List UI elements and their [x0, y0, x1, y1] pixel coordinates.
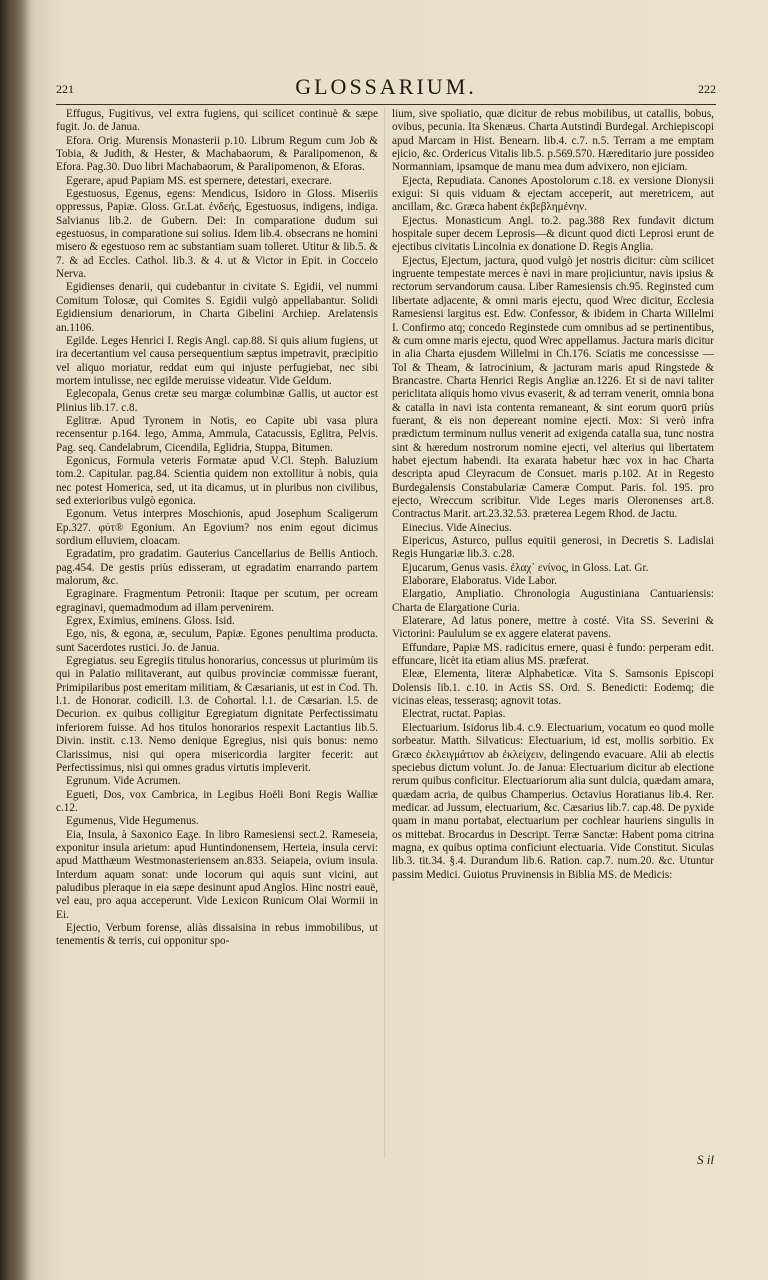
glossary-entry: Ejectus, Ejectum, jactura, quod vulgò jet nostris dicitur: cùm scilicet ingruente tempestate merces è navi in mare projiciuntur, navis ipsius & rectorum servandorum causa. Liber Ramesiensis ch.95. Reginsted cum libertate adjacente, & omni maris ejectu, quod Wrec dicitur, Ecclesia Ramesiensi largitus est. Edw. Confessor, & ibidem in Charta Willelmi I. Confirmo atq; concedo Reginstede cum omnibus ad se pertinentibus, & cum omne maris ejectu, quod Wrec appellamus. Jactura maris dicitur in alia Charta ejusdem Willelmi in Ch.176. Sciatis me concessisse — Tol & Theam, & latrocinium, & jacturam maris apud Ringstede & Brancastre. Charta Henrici Regis Angliæ an.1226. Et si de navi taliter periclitata aliquis homo vivus evaserit, & ad terram venerit, omnia bona & catalla in navi ista contenta remaneant, & sint eorum quorū priùs fuerant, & eis non depereant nomine ejecti. Mox: Si verò infra prædictum terminum nullus venerit ad exigenda catalla sua, tunc nostra sint & hæredum nostrorum nomine ejecti, vel alterius qui libertatem habet ejectum habendi. Ita exarata habetur hæc vox in hac Charta descripta apud Cleyracum de Consuet. maris p.102. At in Regesto Burdegalensis Constabulariæ Cameræ Comput. Paris. fol. 195. pro ejecto, Wreccum scribitur. Vide Leges maris Oleronenses art.8. Contractus Marit. art.23.32.53. præterea Legem Rhod. de Jactu.: [392, 254, 714, 521]
glossary-entry: Ejucarum, Genus vasis. ἐλαχ᾽ ενίνος, in Gloss. Lat. Gr.: [402, 561, 649, 574]
glossary-entry: Eia, Insula, à Saxonico Eaᵹe. In libro Ramesiensi sect.2. Rameseia, exponitur insula arietum: apud Huntindonensem, Herteia, insula cervi: apud Matthæum Westmonasteriensem an.833. Seiapeia, ovium insula. Interdum aquam sonat: unde locorum qui aquis sunt vicini, aut paludibus pleraque in eia sæpe desinunt apud Anglos. Hinc nostri eauë, vel eau, pro aqua acceperunt. Vide Lexicon Runicum Olai Wormii in Ei.: [56, 828, 378, 921]
glossary-entry: Effundare, Papiæ MS. radicitus ernere, quasi è fundo: perperam edit. effuncare, licèt ita etiam alius MS. præferat.: [392, 641, 714, 668]
glossary-entry: Ejecta, Repudiata. Canones Apostolorum c.18. ex versione Dionysii exigui: Si quis viduam & ejectam acceperit, aut meretricem, aut ancillam, &c. Græca habent ἐκβεβλημένην.: [392, 174, 714, 214]
glossary-entry: Egrex, Eximius, eminens. Gloss. Isid.: [66, 615, 235, 628]
right-page-number: 222: [698, 82, 716, 96]
glossary-entry: Eglecopala, Genus cretæ seu margæ columbinæ Gallis, ut auctor est Plinius lib.17. c.8.: [56, 388, 378, 414]
page-title: GLOSSARIUM.: [295, 74, 477, 99]
glossary-entry: Effugus, Fugitivus, vel extra fugiens, qui scilicet continuè & sæpe fugit. Jo. de Janua.: [56, 108, 378, 134]
glossary-entry: Egilde. Leges Henrici I. Regis Angl. cap.88. Si quis alium fugiens, ut ira decertantium vel causa persequentium sæptus impetravit, præcipitio vel aliquo moriatur, reddat eum qui injuste perfugiebat, nec sibi mortem intulisse, nec egilde meruisse videatur. Vide Geldum.: [56, 334, 378, 387]
left-column: [56, 108, 378, 949]
book-gutter: [0, 0, 30, 1280]
glossary-entry: Egonum. Vetus interpres Moschionis, apud Josephum Scaligerum Ep.327. φύτ® Egonium. An Egovium? nos enim egout dicimus sordium elluviem, cloacam.: [56, 508, 378, 547]
glossary-entry: Egueti, Dos, vox Cambrica, in Legibus Hoëli Boni Regis Walliæ c.12.: [56, 788, 378, 814]
header-rule: [56, 104, 716, 105]
glossary-entry: Egraginare. Fragmentum Petronii: Itaque per scutum, per ocream egraginavi, quemadmodum ad illam pervenirem.: [56, 588, 378, 614]
column-separator: [384, 108, 385, 1158]
glossary-entry: Ejectio, Verbum forense, aliàs dissaisina in rebus immobilibus, ut tenementis & terris, cui opponitur spo-: [56, 921, 378, 948]
glossary-entry: Elaterare, Ad latus ponere, mettre à costé. Vita SS. Severini & Victorini: Paululum se ex aggere elaterat pavens.: [392, 615, 714, 641]
glossary-entry: Eglitræ. Apud Tyronem in Notis, eo Capite ubi vasa plura recensentur p.164. lego, Amma, Ammula, Catacussis, Eglitra, Pelvis. Pag. seq. Candelabrum, Cicendila, Eglidria, Stuppa, Bitumen.: [56, 414, 378, 454]
glossary-entry: Egradatim, pro gradatim. Gauterius Cancellarius de Bellis Antioch. pag.454. De gestis priùs edisseram, ut egradatim enarrando partem malorum, &c.: [56, 548, 378, 588]
glossary-entry: Egestuosus, Egenus, egens: Mendicus, Isidoro in Gloss. Miseriis oppressus, Papiæ. Gloss. Gr.Lat. ἐνδεής, Egestuosus, indigens, indiga. Salvianus lib.2. de Gubern. Dei: In comparatione dudum sui egestuosus, in comparatione sui solius. Idem lib.4. obsecrans ne homini misero & egestuoso rem ac substantiam suam tolleret. Utitur & lib.5. & 7. & ad Eccles. Cathol. lib.3. & 4. ut & Victor in Epit. in Cocceio Nerva.: [56, 188, 378, 281]
glossary-entry: Efora. Orig. Murensis Monasterii p.10. Librum Regum cum Job & Tobia, & Judith, & Hester, & Machabaorum, & Paralipomenon, & Efora. Pag.30. Duo libri Machabaorum, & Paralipomenon, & Eforas.: [56, 134, 378, 174]
glossary-entry: Eipericus, Asturco, pullus equitii generosi, in Decretis S. Ladislai Regis Hungariæ lib.3. c.28.: [392, 535, 714, 561]
left-page-number: 221: [56, 82, 74, 96]
glossary-entry: Egerare, apud Papiam MS. est spernere, detestari, execrare.: [66, 174, 332, 187]
glossary-entry: Elargatio, Ampliatio. Chronologia Augustiniana Cantuariensis: Charta de Elargatione Curia.: [392, 588, 714, 614]
catchword: S il: [697, 1152, 714, 1167]
glossary-entry: Elaborare, Elaboratus. Vide Labor.: [402, 575, 558, 588]
glossary-entry: Egumenus, Vide Hegumenus.: [66, 815, 199, 828]
glossary-entry: Egonicus, Formula veteris Formatæ apud V.Cl. Steph. Baluzium tom.2. Capitular. pag.84. Scientia quidem non extollitur à nobis, quia nec potest Homerica, sed, ut ita dicamus, ut in pluribus non civilibus, sed exterioribus vulgò egonica.: [56, 454, 378, 507]
glossary-entry: Electrat, ructat. Papias.: [402, 708, 506, 721]
glossary-entry: Ego, nis, & egona, æ, seculum, Papiæ. Egones penultima producta. sunt Sacerdotes rustici. Jo. de Janua.: [56, 628, 378, 654]
running-header: [56, 74, 716, 104]
glossary-entry: Egregiatus. seu Egregiis titulus honorarius, concessus ut plurimùm iis qui in Palatio militaverant, aut quibus provinciæ commissæ fuerant, Primipilaribus post emeritam militiam, & Cæsarianis, ut est in Cod. Th. l.1. de Honorar. codicill. l.3. de Cohortal. l.1. de Cæsarian. l.5. de Decurion. ex quibus colligitur Egregiatum dignitate Perfectissimatu inferiorem fuisse. Ad hos titulos honorarios respexit Lactantius lib.5. Divin. instit. c.13. Nemo denique Egregius, nisi quis bonus: nemo Clarissimus, nisi qui opera misericordia largiter fecerit: aut Perfectissimus, nisi qui omnes gradus virtutis impleverit.: [56, 655, 378, 774]
glossary-entry: Einecius. Vide Ainecius.: [402, 521, 512, 534]
glossary-entry: Egrunum. Vide Acrumen.: [66, 775, 181, 788]
glossary-entry: lium, sive spoliatio, quæ dicitur de rebus mobilibus, ut catallis, bobus, ovibus, pecunia. Ita Skenæus. Charta Autstindi Burdegal. Archiepiscopi apud Marcam in Hist. Benearn. lib.4. c.7. n.5. Terram a me emptam ejicio, &c. Ordericus Vitalis lib.5. p.569.570. Hæreditario jure possideo Normanniam, ipsamque de manu mea dum advixero, non ejiciam.: [392, 108, 714, 174]
glossary-entry: Egidienses denarii, qui cudebantur in civitate S. Egidii, vel nummi Comitum Tolosæ, qui Comites S. Egidii vulgò appellabantur. Solidi Egidiensium denariorum, in Charta Gibelini Archiep. Arelatensis an.1106.: [56, 281, 378, 334]
glossary-entry: Ejectus. Monasticum Angl. to.2. pag.388 Rex fundavit dictum hospitale super decem Leprosis—& dicunt quod dicti Leprosi erunt de ejectibus civitatis Lincolnia ex donatione D. Regis Anglia.: [392, 214, 714, 254]
right-column: [392, 108, 714, 882]
glossary-entry: Eleæ, Elementa, literæ Alphabeticæ. Vita S. Samsonis Episcopi Dolensis lib.1. c.10. in Actis SS. Ord. S. Benedicti: Eodemq; die vicinas eleas, tesserasq; agnovit totas.: [392, 668, 714, 708]
glossary-entry: Electuarium. Isidorus lib.4. c.9. Electuarium, vocatum eo quod molle sorbeatur. Matth. Silvaticus: Electuarium, id est, mollis sorbitio. Ex Græco ἐκλειγμάτιον ab ἐκλείχειν, delingendo evacuare. Alii ab electis speciebus dictum volunt. Jo. de Janua: Electuarium dicitur ab electione rerum quibus conficitur. Electuariorum alia sunt dulcia, quædam amara, quædam acria, de quibus Champerius. Octavius Horatianus lib.4. Rer. medicar. ad Jussum, electuarium, &c. Cæsarius lib.7. cap.48. De pyxide quam in manu portabat, electuarium per cochlear hauriens singulis in os mittebat. Brocardus in Descript. Terræ Sanctæ: Habent poma citrina magna, ex quibus optima conficiunt electuaria. Vide Constitut. Siculas lib.3. tit.34. §.4. Durandum lib.6. Ration. cap.7. num.20. &c. Utuntur passim Medici. Guiotus Pruvinensis in Biblia MS. de Medicis:: [392, 721, 714, 881]
